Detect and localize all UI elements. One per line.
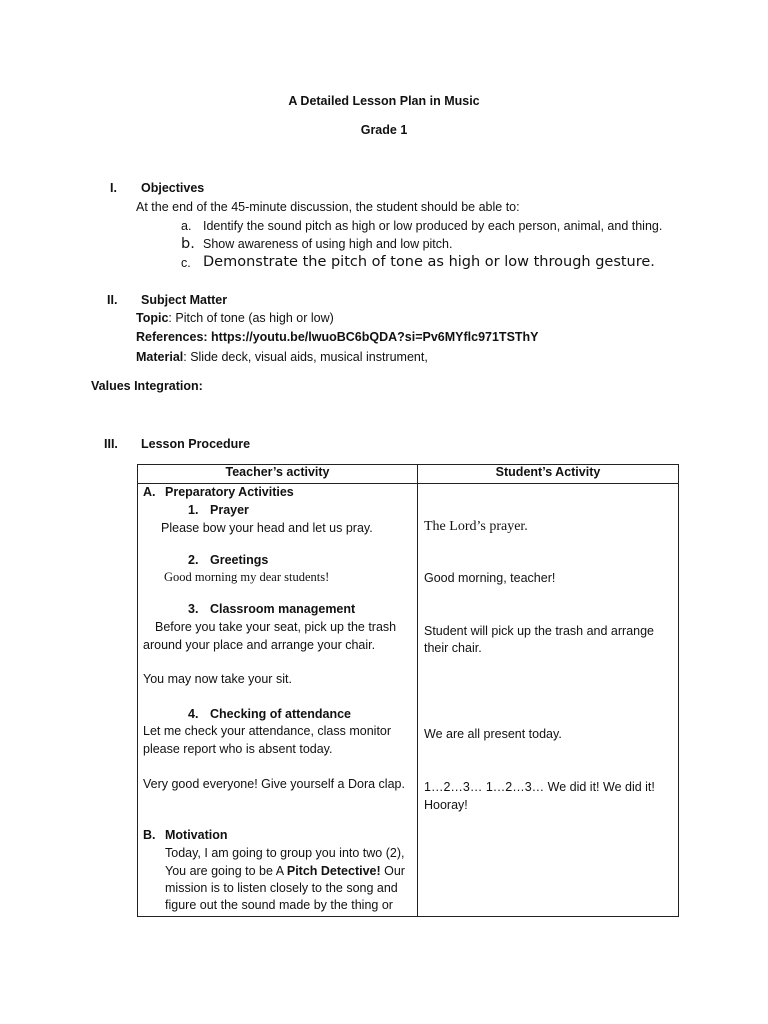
teacher-text: Let me check your attendance, class monitor xyxy=(143,724,392,738)
teacher-text: Good morning my dear students! xyxy=(164,570,330,584)
material-line xyxy=(136,350,428,364)
student-text: 1…2…3… 1…2…3… We did it! We did it! xyxy=(424,780,655,794)
teacher-text: Very good everyone! Give yourself a Dora clap. xyxy=(143,777,405,791)
material-value: : Slide deck, visual aids, musical instrument, xyxy=(183,350,428,364)
step-number: 3. xyxy=(188,602,199,616)
student-text: The Lord’s prayer. xyxy=(424,519,528,534)
material-label: Material xyxy=(136,350,184,364)
section-title: Lesson Procedure xyxy=(141,437,251,451)
references-line: References: https://youtu.be/lwuoBC6bQDA?si=Pv6MYflc971TSThY xyxy=(136,330,539,344)
list-item-marker: a. xyxy=(181,219,192,233)
teacher-text xyxy=(165,864,405,878)
section-number: II. xyxy=(107,293,118,307)
teacher-text: Please bow your head and let us pray. xyxy=(161,521,373,535)
student-text: We are all present today. xyxy=(424,727,562,741)
section-title: Objectives xyxy=(141,181,205,195)
teacher-text: around your place and arrange your chair. xyxy=(143,638,376,652)
step-title: Prayer xyxy=(210,503,249,517)
sub-title: Preparatory Activities xyxy=(165,485,294,499)
values-integration: Values Integration: xyxy=(91,379,203,393)
student-activity-header: Student’s Activity xyxy=(418,465,679,484)
teacher-text: please report who is absent today. xyxy=(143,742,333,756)
list-item-marker: b. xyxy=(181,236,195,252)
step-title: Greetings xyxy=(210,553,269,567)
text-span: You are going to be A xyxy=(165,864,287,878)
step-title: Checking of attendance xyxy=(210,707,351,721)
sub-title: Motivation xyxy=(165,828,228,842)
teacher-text: You may now take your sit. xyxy=(143,672,292,686)
step-number: 2. xyxy=(188,553,199,567)
student-text: Student will pick up the trash and arrange xyxy=(424,624,654,638)
section-number: III. xyxy=(104,437,118,451)
teacher-text: Before you take your seat, pick up the trash xyxy=(155,620,397,634)
lesson-procedure-table xyxy=(137,464,679,917)
teacher-text: Today, I am going to group you into two (2), xyxy=(165,846,405,860)
sub-marker: B. xyxy=(143,828,156,842)
student-text: their chair. xyxy=(424,641,482,655)
page-title: A Detailed Lesson Plan in Music xyxy=(288,94,480,108)
table-row xyxy=(138,484,679,917)
step-number: 1. xyxy=(188,503,199,517)
grade-label: Grade 1 xyxy=(360,123,408,137)
list-item: Demonstrate the pitch of tone as high or low through gesture. xyxy=(203,254,655,270)
table-header-row xyxy=(138,465,679,484)
section-number: I. xyxy=(110,181,117,195)
list-item-marker: c. xyxy=(181,256,191,270)
teacher-activity-cell xyxy=(138,484,418,917)
step-title: Classroom management xyxy=(210,602,356,616)
topic-value: : Pitch of tone (as high or low) xyxy=(168,311,334,325)
list-item: Identify the sound pitch as high or low produced by each person, animal, and thing. xyxy=(203,219,663,233)
teacher-text: figure out the sound made by the thing or xyxy=(165,898,393,912)
teacher-activity-header: Teacher’s activity xyxy=(138,465,418,484)
student-text: Hooray! xyxy=(424,798,468,812)
step-number: 4. xyxy=(188,707,199,721)
list-item: Show awareness of using high and low pitch. xyxy=(203,237,453,251)
text-span: Our xyxy=(380,864,405,878)
topic-label: Topic xyxy=(136,311,169,325)
sub-marker: A. xyxy=(143,485,156,499)
section-title: Subject Matter xyxy=(141,293,228,307)
student-activity-cell xyxy=(418,484,679,917)
topic-line xyxy=(136,311,334,325)
objectives-intro: At the end of the 45-minute discussion, the student should be able to: xyxy=(136,200,520,214)
pitch-detective-emphasis: Pitch Detective! xyxy=(286,864,381,878)
teacher-text: mission is to listen closely to the song and xyxy=(165,881,398,895)
student-text: Good morning, teacher! xyxy=(424,571,556,585)
